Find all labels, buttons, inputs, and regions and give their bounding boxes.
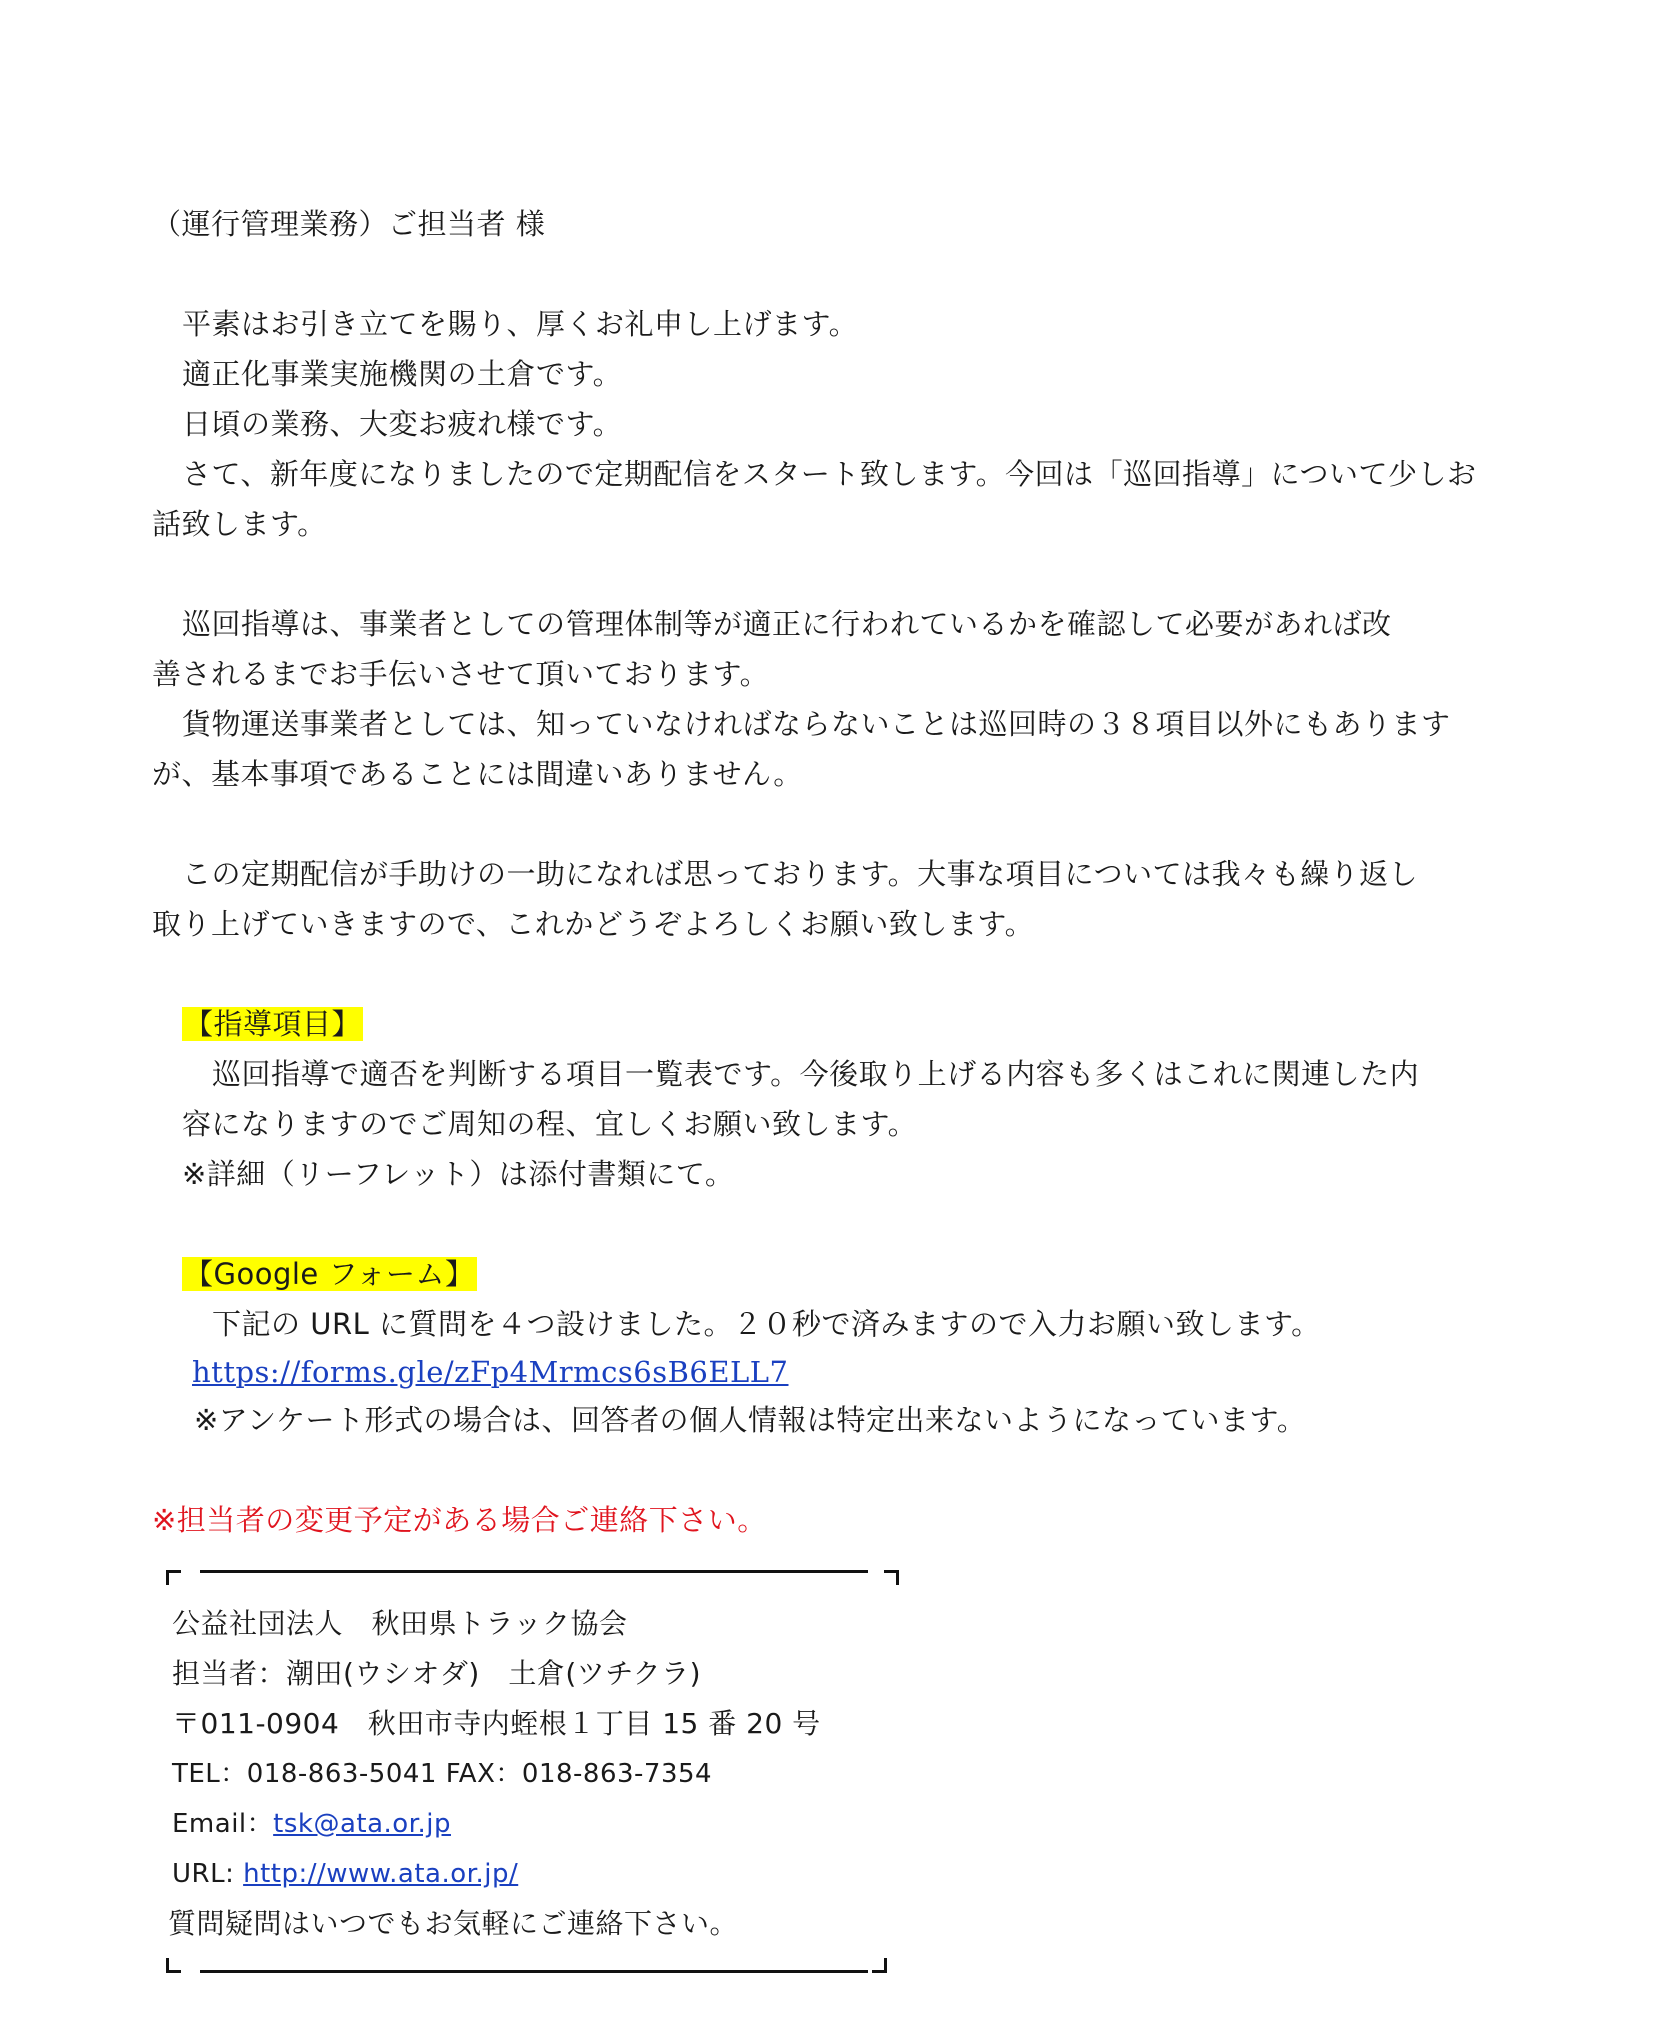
bracket-top-left [166, 1570, 181, 1585]
section1-line-1: 巡回指導で適否を判断する項目一覧表です。今後取り上げる内容も多くはこれに関連した内 [212, 1057, 1420, 1091]
signature-org: 公益社団法人 秋田県トラック協会 [172, 1607, 628, 1640]
signature-email-row [172, 1804, 451, 1844]
intro-line-4: さて、新年度になりましたので定期配信をスタート致します。今回は「巡回指導」について少しお [182, 457, 1477, 491]
signature-tel: TEL：018-863-5041 FAX：018-863-7354 [172, 1759, 713, 1789]
para3-line-2: 取り上げていきますので、これかどうぞよろしくお願い致します。 [152, 907, 1035, 941]
section1-heading-row [182, 1004, 1542, 1044]
signature-contact: 担当者：潮田(ウシオダ) 土倉(ツチクラ) [172, 1657, 702, 1690]
para2-line-4: が、基本事項であることには間違いありません。 [152, 757, 803, 791]
intro-line-1: 平素はお引き立てを賜り、厚くお礼申し上げます。 [182, 307, 859, 341]
signature-top-rule [200, 1570, 868, 1573]
bracket-top-right [884, 1570, 899, 1585]
section1-line-2: 容になりますのでご周知の程、宜しくお願い致します。 [182, 1107, 918, 1141]
salutation: （運行管理業務）ご担当者 様 [152, 207, 546, 241]
signature-url-label: URL: [172, 1859, 244, 1889]
para3-line-1: この定期配信が手助けの一助になれば思っております。大事な項目については我々も繰り返し [182, 857, 1419, 891]
signature-url-row [172, 1854, 518, 1894]
section2-url-row [192, 1352, 1552, 1392]
google-form-link[interactable]: https://forms.gle/zFp4Mrmcs6sB6ELL7 [192, 1355, 789, 1389]
signature-address: 〒011-0904 秋田市寺内蛭根１丁目 15 番 20 号 [172, 1707, 821, 1740]
section1-heading: 【指導項目】 [184, 1007, 362, 1041]
signature-email-link[interactable]: tsk@ata.or.jp [273, 1809, 451, 1839]
notice-text: ※担当者の変更予定がある場合ご連絡下さい。 [152, 1503, 767, 1537]
section2-line-2: ※アンケート形式の場合は、回答者の個人情報は特定出来ないようになっています。 [194, 1403, 1307, 1437]
para2-line-3: 貨物運送事業者としては、知っていなければならないことは巡回時の３８項目以外にもあります [182, 707, 1451, 741]
section2-heading-row [182, 1254, 1542, 1294]
signature-bottom-rule [200, 1970, 868, 1973]
section2-line-1: 下記の URL に質問を４つ設けました。２０秒で済みますので入力お願い致します。 [212, 1307, 1321, 1341]
signature-url-link[interactable]: http://www.ata.or.jp/ [243, 1859, 519, 1889]
intro-line-2: 適正化事業実施機関の土倉です。 [182, 357, 623, 391]
bracket-bottom-left [166, 1958, 181, 1973]
intro-line-3: 日頃の業務、大変お疲れ様です。 [182, 407, 623, 441]
signature-email-label: Email： [172, 1809, 274, 1839]
intro-line-5: 話致します。 [152, 507, 327, 541]
para2-line-2: 善されるまでお手伝いさせて頂いております。 [152, 657, 770, 691]
signature-closing: 質問疑問はいつでもお気軽にご連絡下さい。 [168, 1907, 739, 1940]
section1-line-3: ※詳細（リーフレット）は添付書類にて。 [182, 1157, 735, 1191]
bracket-bottom-right [872, 1958, 887, 1973]
section2-heading: 【Google フォーム】 [184, 1257, 475, 1291]
para2-line-1: 巡回指導は、事業者としての管理体制等が適正に行われているかを確認して必要があれば改 [182, 607, 1392, 641]
